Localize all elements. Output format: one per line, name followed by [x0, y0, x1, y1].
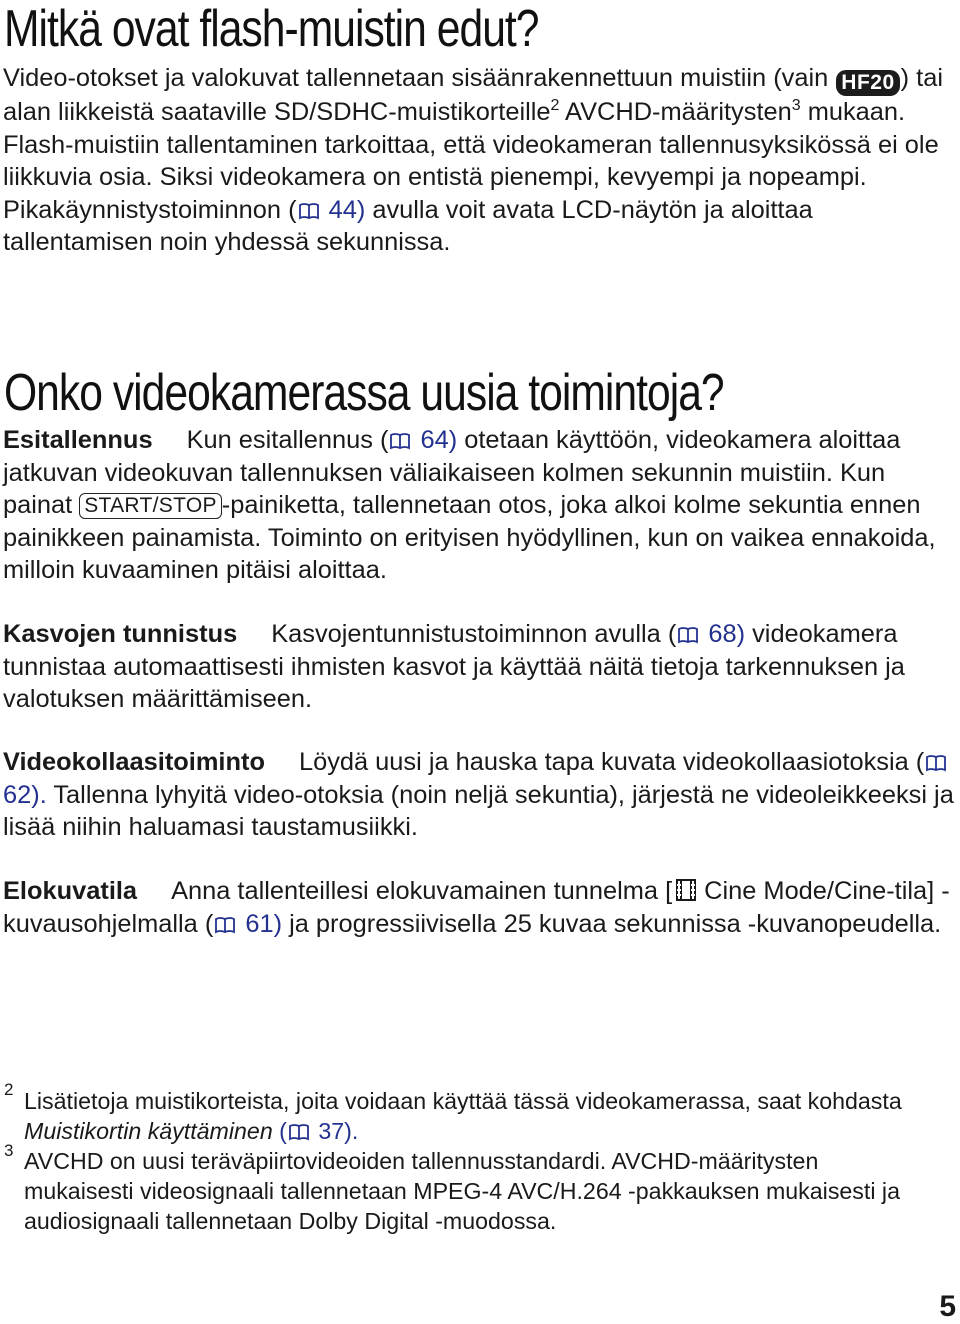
intro-text: avulla voit avata LCD-näytön ja aloittaa tallentamisen noin yhdessä sekunnissa.	[3, 195, 813, 257]
intro-text: mukaan. Flash-muistiin tallentaminen tarkoittaa, että videokameran tallennusyksikössä ei ole liikkuvia osia. Siksi videokamera on entistä pienempi, kevyempi ja nopeampi. Pikakäynnistystoiminnon (	[3, 98, 939, 224]
feature-video-snapshot	[3, 746, 955, 844]
book-icon	[389, 432, 411, 450]
page-number: 5	[939, 1290, 956, 1323]
feature-text: Cine Mode/Cine-tila] -kuvausohjelmalla (	[3, 877, 950, 938]
hf20-model-badge: HF20	[836, 70, 899, 96]
feature-text: Tallenna lyhyitä video-otoksia (noin neljä sekuntia), järjestä ne videoleikkeeksi ja lisää niihin haluamasi taustamusiikki.	[3, 780, 954, 842]
page-reference-link[interactable]	[676, 620, 745, 648]
page-reference: 44)	[328, 195, 366, 224]
book-icon	[298, 202, 320, 220]
feature-cinema-mode	[3, 875, 955, 940]
feature-term: Videokollaasitoiminto	[3, 748, 265, 776]
footnote-text: Lisätietoja muistikorteista, joita voidaan käyttää tässä videokamerassa, saat kohdasta	[24, 1088, 902, 1114]
intro-text: Video-otokset ja valokuvat tallennetaan sisäänrakennettuun muistiin (vain	[3, 64, 836, 92]
book-icon	[214, 916, 236, 934]
page-reference-link[interactable]	[213, 910, 282, 938]
page-reference: 64)	[420, 426, 458, 454]
feature-face-detection	[3, 618, 955, 716]
intro-text: ) tai alan liikkeistä saataville SD/SDHC-muistikorteille	[3, 64, 943, 126]
feature-text: -painiketta, tallennetaan otos, joka alkoi kolme sekuntia ennen painikkeen painamista. Toiminto on erityisen hyödyllinen, kun on vaikea ennakoida, milloin kuvaaminen pitäisi aloittaa.	[3, 491, 936, 585]
page-reference-link[interactable]	[273, 1118, 359, 1144]
book-icon	[925, 754, 947, 772]
footnote-mark: 3	[4, 1141, 14, 1160]
feature-text: ja progressiivisella 25 kuvaa sekunnissa -kuvanopeudella.	[282, 909, 942, 938]
footnote-italic-title: Muistikortin käyttäminen	[24, 1118, 273, 1145]
feature-pre-recording	[3, 424, 955, 587]
book-icon	[288, 1123, 310, 1141]
footnote-3	[24, 1146, 924, 1237]
page-reference-link[interactable]	[388, 426, 457, 454]
start-stop-button-label: START/STOP	[79, 493, 222, 519]
feature-text: Anna tallenteillesi elokuvamainen tunnelma [	[171, 877, 673, 905]
section-title: Onko videokamerassa uusia toimintoja?	[4, 364, 724, 422]
feature-text: otetaan käyttöön, videokamera aloittaa jatkuvan videokuvan tallennuksen väliaikaiseen kolmen sekunnin muistiin. Kun painat	[3, 426, 901, 520]
footnote-ref-2[interactable]: 2	[550, 97, 560, 114]
film-strip-icon	[674, 878, 698, 902]
footnote-2	[24, 1086, 924, 1146]
intro-paragraph	[3, 62, 955, 259]
intro-text: AVCHD-määritysten	[559, 98, 792, 126]
feature-text: Kun esitallennus (	[186, 426, 389, 454]
page-reference-link[interactable]	[297, 196, 366, 224]
footnote-ref-3[interactable]: 3	[791, 97, 801, 114]
feature-term: Kasvojen tunnistus	[3, 620, 238, 648]
footnote-mark: 2	[4, 1080, 14, 1099]
feature-text: Löydä uusi ja hauska tapa kuvata videokollaasiotoksia (	[298, 748, 925, 776]
page-reference: 68)	[708, 620, 746, 648]
feature-term: Esitallennus	[3, 426, 153, 454]
page-reference: 62).	[3, 780, 47, 809]
feature-text: Kasvojentunnistustoiminnon avulla (	[271, 620, 677, 648]
book-icon	[677, 626, 699, 644]
footnote-text: AVCHD on uusi teräväpiirtovideoiden tallennusstandardi. AVCHD-määritysten mukaisesti videosignaali tallennetaan MPEG-4 AVC/H.264 -pakkauksen mukaisesti ja audiosignaali tallennetaan Dolby Digital -muodossa.	[24, 1148, 900, 1235]
footnote-text: (	[272, 1118, 287, 1145]
page-reference: 61)	[245, 909, 283, 938]
feature-term: Elokuvatila	[3, 877, 138, 905]
page-reference: 37).	[318, 1118, 359, 1145]
feature-text: videokamera tunnistaa automaattisesti ihmisten kasvot ja käyttää näitä tietoja tarkennuksen ja valotuksen määrittämiseen.	[3, 620, 905, 714]
page-title: Mitkä ovat flash-muistin edut?	[4, 0, 539, 58]
